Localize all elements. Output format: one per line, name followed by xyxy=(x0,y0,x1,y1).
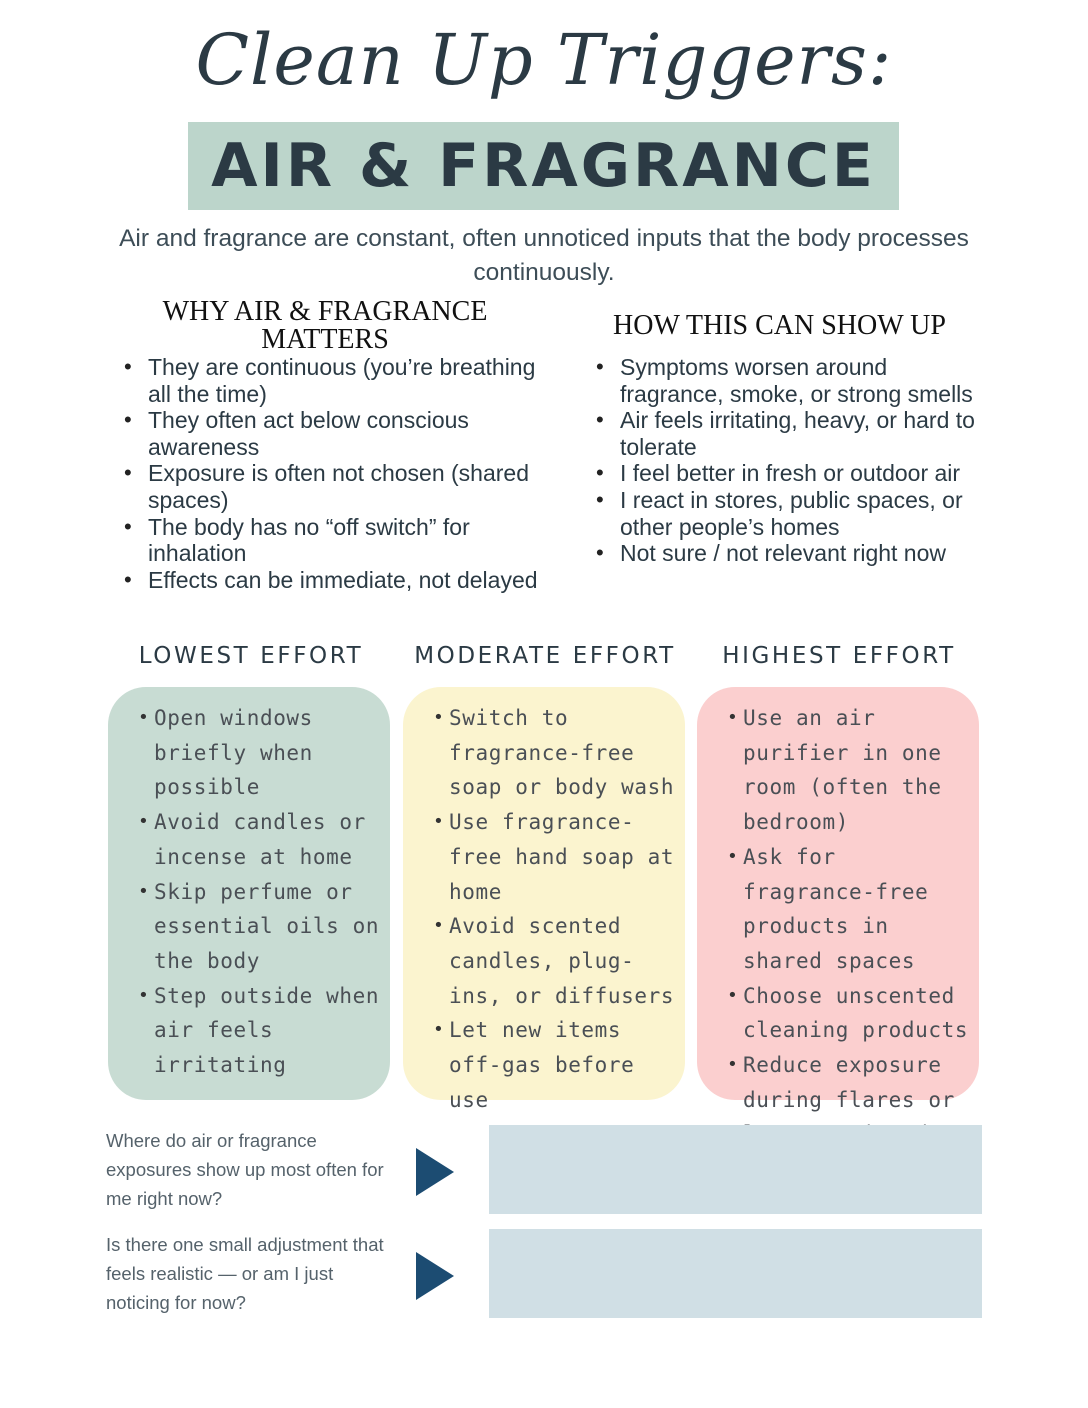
moderate-effort-heading: MODERATE EFFORT xyxy=(414,643,676,669)
why-heading: WHY AIR & FRAGRANCE MATTERS xyxy=(162,296,488,355)
effort-item: • Choose unscented cleaning products xyxy=(697,979,979,1048)
why-list xyxy=(120,354,550,593)
how-list xyxy=(592,354,976,567)
how-item: • I feel better in fresh or outdoor air xyxy=(592,460,976,487)
why-item: • Exposure is often not chosen (shared spaces) xyxy=(120,460,550,513)
how-item: • Air feels irritating, heavy, or hard to tolerate xyxy=(592,407,976,460)
effort-item: • Switch to fragrance-free soap or body wash xyxy=(403,701,685,805)
lowest-effort-heading: LOWEST EFFORT xyxy=(138,643,364,669)
how-item: • I react in stores, public spaces, or other people’s homes xyxy=(592,487,976,540)
effort-item: • Avoid candles or incense at home xyxy=(108,805,390,874)
effort-item: • Use an air purifier in one room (often the bedroom) xyxy=(697,701,979,840)
moderate-effort-list xyxy=(403,687,685,1117)
lowest-effort-list xyxy=(108,687,390,1083)
answer-box-1[interactable] xyxy=(489,1125,982,1214)
moderate-effort-card xyxy=(403,687,685,1112)
effort-item: • Reduce exposure during flares or xyxy=(697,1048,979,1152)
effort-item: • Step outside when air feels irritating xyxy=(108,979,390,1083)
how-heading: HOW THIS CAN SHOW UP xyxy=(613,310,946,341)
highest-effort-heading: HIGHEST EFFORT xyxy=(722,643,956,669)
play-arrow-icon xyxy=(416,1252,454,1300)
effort-item: • Avoid scented candles, plug-ins, or diffusers xyxy=(403,909,685,1013)
reflection-question-1: Where do air or fragrance exposures show up most often for me right now? xyxy=(106,1130,384,1209)
why-section xyxy=(120,298,540,354)
how-section xyxy=(592,312,967,340)
effort-item: • Open windows briefly when possible xyxy=(108,701,390,805)
effort-item: • Let new items off-gas before use xyxy=(403,1013,685,1117)
why-list-wrap xyxy=(120,354,550,593)
effort-item: • Ask for fragrance-free products in shared spaces xyxy=(697,840,979,979)
how-list-wrap xyxy=(592,354,976,567)
why-item: • Effects can be immediate, not delayed xyxy=(120,567,550,594)
effort-item: • Use fragrance-free hand soap at home xyxy=(403,805,685,909)
how-item: • Not sure / not relevant right now xyxy=(592,540,976,567)
play-arrow-icon xyxy=(416,1148,454,1196)
reflection-question-2: Is there one small adjustment that feels realistic — or am I just noticing for now? xyxy=(106,1234,384,1313)
answer-box-2[interactable] xyxy=(489,1229,982,1318)
script-title: Clean Up Triggers: xyxy=(195,19,893,101)
how-item: • Symptoms worsen around fragrance, smoke, or strong smells xyxy=(592,354,976,407)
highest-effort-list xyxy=(697,687,979,1152)
why-item: • The body has no “off switch” for inhalation xyxy=(120,514,550,567)
lowest-effort-card xyxy=(108,687,390,1100)
effort-item: • Skip perfume or essential oils on the body xyxy=(108,875,390,979)
page-title: AIR & FRAGRANCE xyxy=(211,131,876,201)
highest-effort-card xyxy=(697,687,979,1112)
intro-text: Air and fragrance are constant, often unnoticed inputs that the body processes continuously. xyxy=(119,225,969,286)
why-item: • They often act below conscious awareness xyxy=(120,407,550,460)
why-item: • They are continuous (you’re breathing all the time) xyxy=(120,354,550,407)
